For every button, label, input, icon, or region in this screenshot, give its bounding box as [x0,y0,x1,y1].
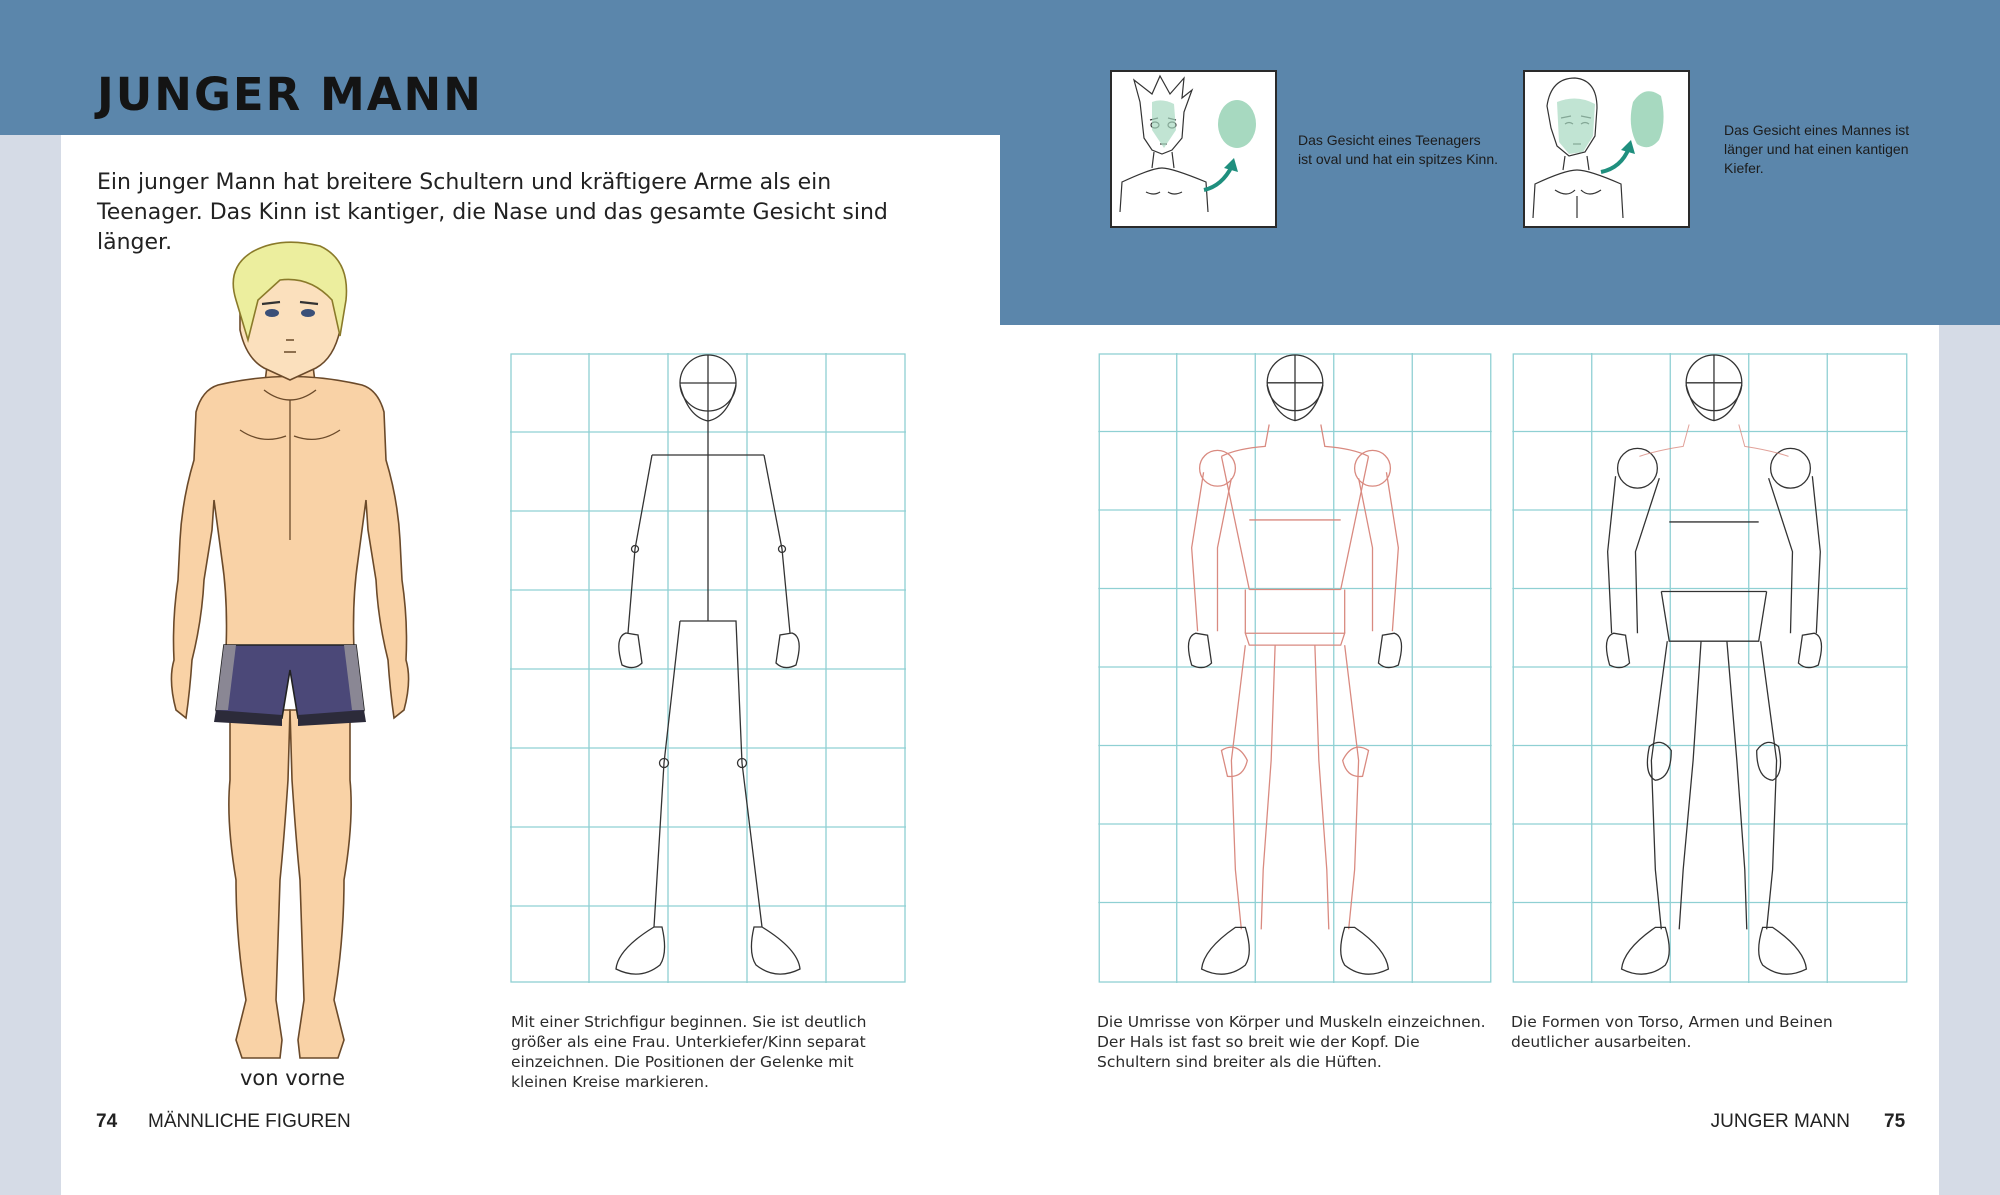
right-page-number: 75 [1884,1111,1906,1132]
man-face-illustration [1525,72,1688,226]
intro-text: Ein junger Mann hat breitere Schultern und kräftigere Arme als ein Teenager. Das Kinn ist kantiger, die Nase und das gesamte Gesicht sind länger. [97,170,888,255]
step1-caption: Mit einer Strichfigur beginnen. Sie ist deutlich größer als eine Frau. Unterkiefer/Kinn separat einzeichnen. Die Positionen der Gelenke mit kleinen Kreise markieren. [511,1013,867,1091]
left-page-number: 74 [96,1111,118,1132]
step1-stick-figure-grid [510,353,906,983]
left-running-head: MÄNNLICHE FIGUREN [148,1111,351,1132]
right-running-head: JUNGER MANN [1710,1111,1850,1132]
step3-refined-grid [1511,353,1909,983]
page-title: JUNGER MANN [97,68,483,121]
front-view-label: von vorne [239,1066,346,1090]
man-face-thumbnail [1523,70,1690,228]
step3-caption: Die Formen von Torso, Armen und Beinen deutlicher ausarbeiten. [1511,1013,1833,1051]
teen-face-thumbnail [1110,70,1277,228]
teen-face-illustration [1112,72,1275,226]
teen-face-caption: Das Gesicht eines Teenagers ist oval und hat ein spitzes Kinn. [1298,132,1499,167]
man-face-caption: Das Gesicht eines Mannes ist länger und hat einen kantigen Kiefer. [1724,122,1910,176]
step2-outline-grid [1097,353,1493,983]
step2-caption: Die Umrisse von Körper und Muskeln einzeichnen. Der Hals ist fast so breit wie der Kopf. Die Schultern sind breiter als die Hüften. [1097,1013,1486,1071]
young-man-front-illustration [140,240,440,1070]
